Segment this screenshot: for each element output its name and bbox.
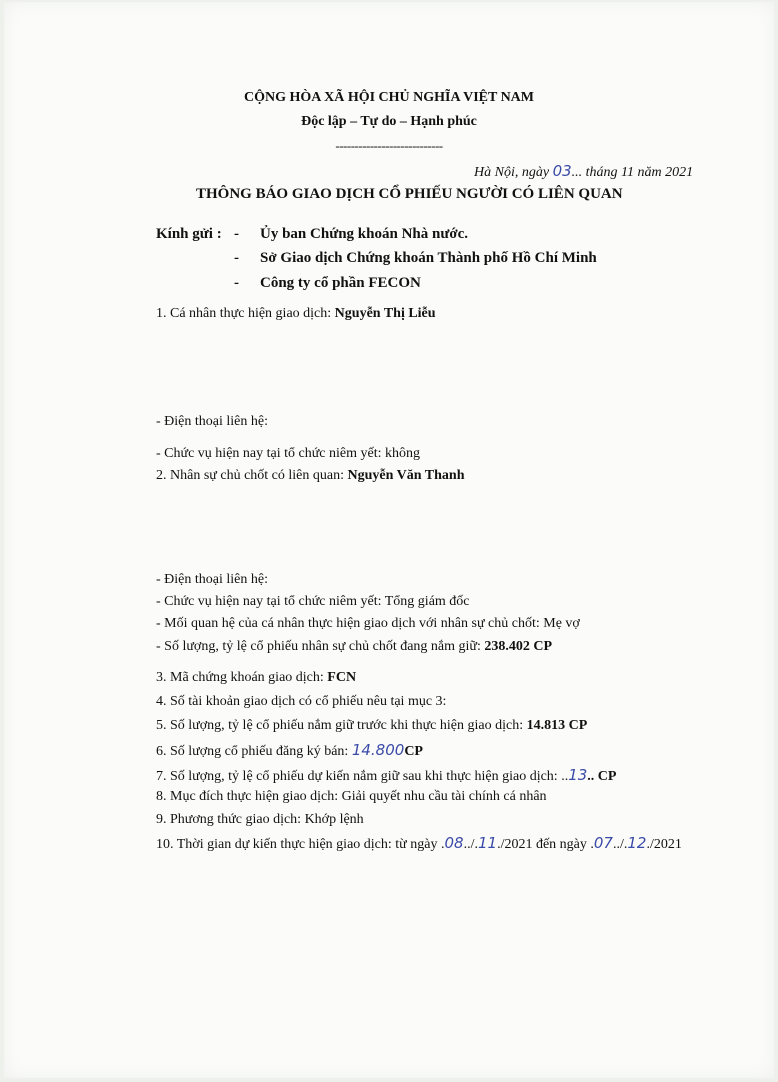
document-title: THÔNG BÁO GIAO DỊCH CỔ PHIẾU NGƯỜI CÓ LIÊN QUAN xyxy=(196,186,623,202)
section1-person: 1. Cá nhân thực hiện giao dịch: Nguyễn Thị Liễu xyxy=(156,306,436,321)
item-10: 10. Thời gian dự kiến thực hiện giao dịch: từ ngày .08../.11./2021 đến ngày .07../.12./2021 xyxy=(156,834,682,852)
recipient-3: - Công ty cổ phần FECON xyxy=(234,275,421,291)
date-suffix: ... tháng 11 năm 2021 xyxy=(571,165,694,180)
date-day-handwritten: 03 xyxy=(552,162,572,180)
section2-holding: - Số lượng, tỷ lệ cổ phiếu nhân sự chủ chốt đang nắm giữ: 238.402 CP xyxy=(156,639,553,654)
item-10-to-day: 07 xyxy=(593,834,613,852)
item-9: 9. Phương thức giao dịch: Khớp lệnh xyxy=(156,812,364,827)
header-separator: ---------------------------- xyxy=(335,138,443,153)
recipient-2: - Sở Giao dịch Chứng khoán Thành phố Hồ Chí Minh xyxy=(234,250,597,266)
country-header: CỘNG HÒA XÃ HỘI CHỦ NGHĨA VIỆT NAM xyxy=(243,90,534,105)
item-5: 5. Số lượng, tỷ lệ cổ phiếu nắm giữ trước khi thực hiện giao dịch: 14.813 CP xyxy=(156,718,588,733)
item-7: 7. Số lượng, tỷ lệ cổ phiếu dự kiến nắm giữ sau khi thực hiện giao dịch: ..13.. CP xyxy=(156,766,617,784)
item-10-to-month: 12 xyxy=(627,834,647,852)
motto: Độc lập – Tự do – Hạnh phúc xyxy=(301,114,477,129)
item-10-from-month: 11 xyxy=(477,834,498,852)
item-6-handwritten: 14.800 xyxy=(351,741,405,759)
section2-person: 2. Nhân sự chủ chốt có liên quan: Nguyễn Văn Thanh xyxy=(156,468,465,483)
recipients-label: Kính gửi : xyxy=(156,226,222,242)
section2-phone: - Điện thoại liên hệ: xyxy=(156,572,268,587)
section2-relation: - Mối quan hệ của cá nhân thực hiện giao dịch với nhân sự chủ chốt: Mẹ vợ xyxy=(156,616,580,631)
item-4: 4. Số tài khoản giao dịch có cổ phiếu nêu tại mục 3: xyxy=(156,694,447,709)
item-10-from-day: 08 xyxy=(444,834,464,852)
section2-position: - Chức vụ hiện nay tại tổ chức niêm yết: Tổng giám đốc xyxy=(156,594,470,609)
item-6: 6. Số lượng cổ phiếu đăng ký bán: 14.800CP xyxy=(156,741,423,759)
section1-phone: - Điện thoại liên hệ: xyxy=(156,414,268,429)
item-7-handwritten: 13 xyxy=(568,766,588,784)
recipient-1: - Ủy ban Chứng khoán Nhà nước. xyxy=(234,226,469,242)
item-8: 8. Mục đích thực hiện giao dịch: Giải quyết nhu cầu tài chính cá nhân xyxy=(156,789,547,804)
item-3: 3. Mã chứng khoán giao dịch: FCN xyxy=(156,670,357,685)
document-page xyxy=(4,2,774,1078)
date-prefix: Hà Nội, ngày xyxy=(474,165,550,180)
date-line xyxy=(474,162,693,181)
section1-position: - Chức vụ hiện nay tại tổ chức niêm yết: không xyxy=(156,446,421,461)
